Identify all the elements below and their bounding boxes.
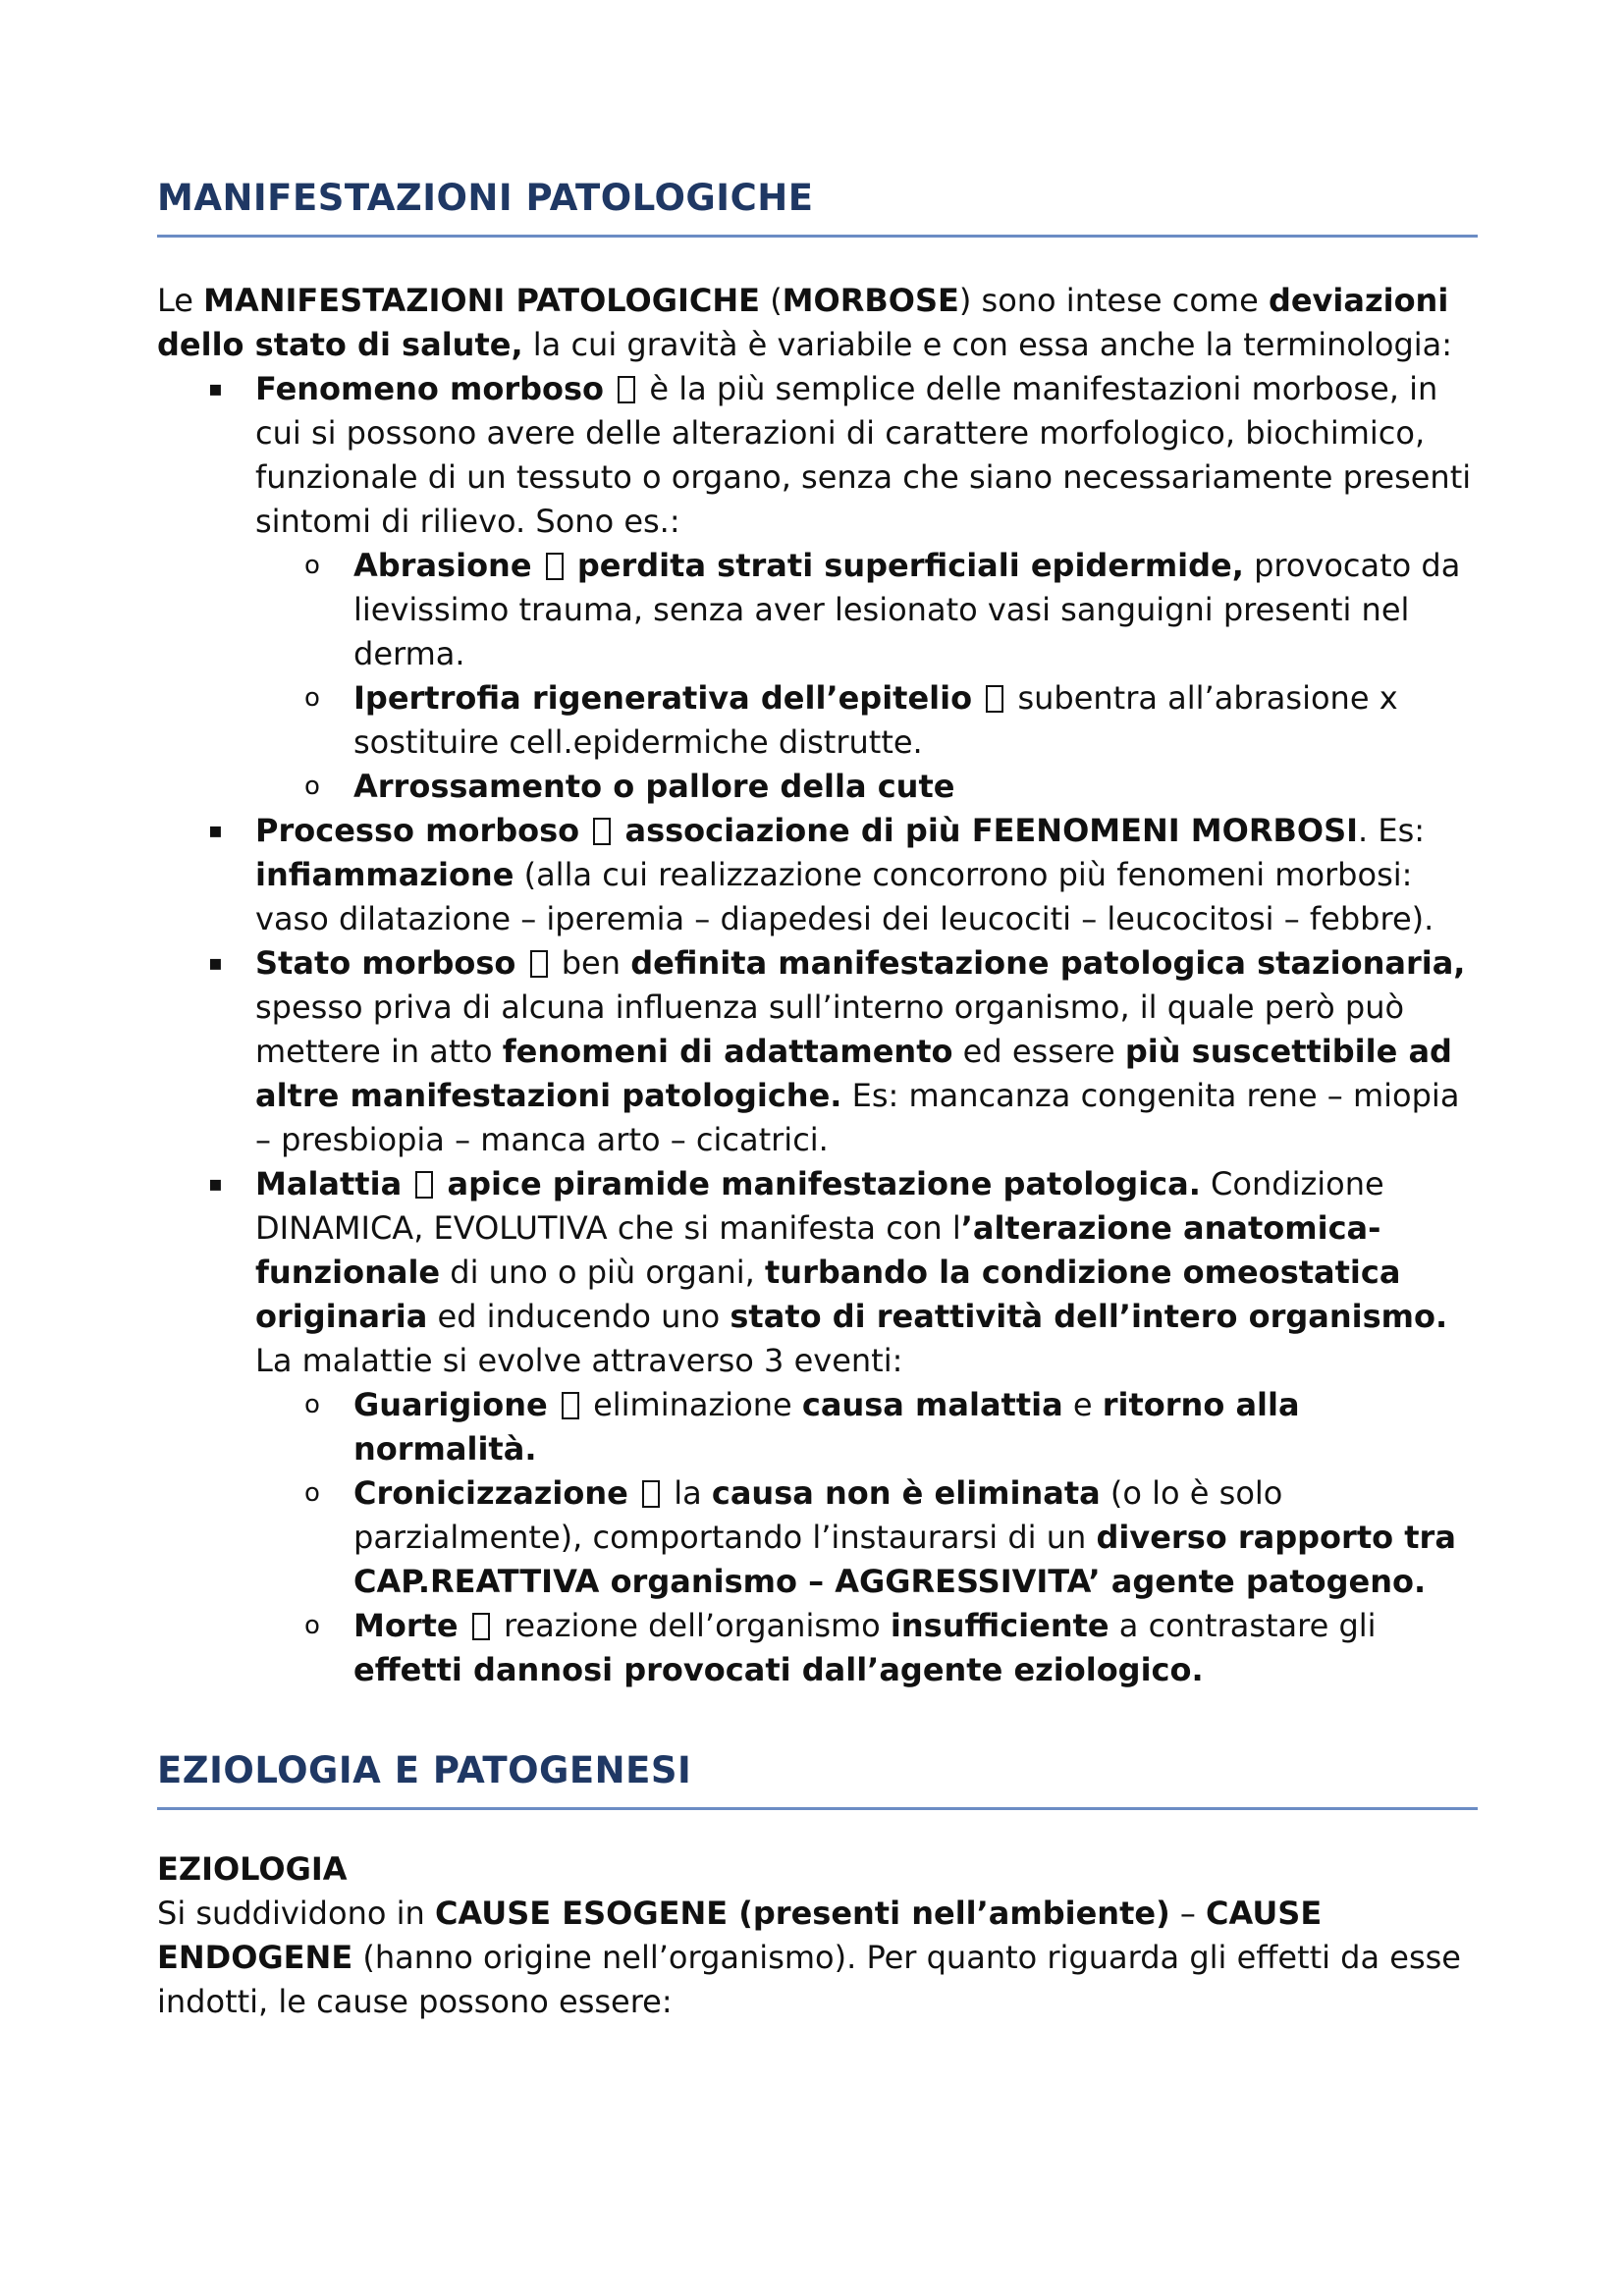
sublist-item-abrasione: o Abrasione perdita strati superficiali epidermide, provocato da lievissimo trauma, senza aver lesionato vasi sanguigni presenti nel derma. xyxy=(157,544,1478,676)
missing-glyph-icon xyxy=(472,1613,490,1640)
missing-glyph-icon xyxy=(546,553,564,580)
circle-bullet-icon: o xyxy=(304,551,320,580)
sublist-item-arrossamento: o Arrossamento o pallore della cute xyxy=(157,765,1478,809)
subsection-title-eziologia: EZIOLOGIA xyxy=(157,1850,348,1888)
missing-glyph-icon xyxy=(618,376,635,403)
document-page xyxy=(157,177,1478,2024)
section-title-eziologia: EZIOLOGIA E PATOGENESI xyxy=(157,1749,692,1791)
circle-bullet-icon: o xyxy=(304,683,320,713)
list-item-malattia: ▪ Malattia apice piramide manifestazione patologica. Condizione DINAMICA, EVOLUTIVA che si manifesta con l’alterazione anatomica-funzionale di uno o più organi, turbando la condizione omeostatica originaria ed inducendo uno stato di reattività dell’intero organismo. La malattie si evolve attraverso 3 eventi: xyxy=(157,1162,1478,1383)
section-title-manifestazioni: MANIFESTAZIONI PATOLOGICHE xyxy=(157,177,814,219)
sublist-item-morte: o Morte reazione dell’organismo insufficiente a contrastare gli effetti dannosi provocati dall’agente eziologico. xyxy=(157,1604,1478,1692)
missing-glyph-icon xyxy=(562,1392,579,1419)
square-bullet-icon: ▪ xyxy=(208,377,223,401)
circle-bullet-icon: o xyxy=(304,772,320,801)
sublist-item-cronicizzazione: o Cronicizzazione la causa non è eliminata (o lo è solo parzialmente), comportando l’instaurarsi di un diverso rapporto tra CAP.REATTIVA organismo – AGGRESSIVITA’ agente patogeno. xyxy=(157,1471,1478,1604)
square-bullet-icon: ▪ xyxy=(208,1172,223,1197)
missing-glyph-icon xyxy=(642,1480,660,1508)
eziologia-paragraph: Si suddividono in CAUSE ESOGENE (presenti nell’ambiente) – CAUSE ENDOGENE (hanno origine nell’organismo). Per quanto riguarda gli effetti da esse indotti, le cause possono essere: xyxy=(157,1895,1461,2020)
circle-bullet-icon: o xyxy=(304,1390,320,1419)
missing-glyph-icon xyxy=(986,685,1003,713)
list-item-processo: ▪ Processo morboso associazione di più FEENOMENI MORBOSI. Es: infiammazione (alla cui realizzazione concorrono più fenomeni morbosi: vaso dilatazione – iperemia – diapedesi dei leucociti – leucocitosi – febbre). xyxy=(157,809,1478,941)
title-underline xyxy=(157,1807,1478,1810)
missing-glyph-icon xyxy=(593,818,611,845)
circle-bullet-icon: o xyxy=(304,1478,320,1508)
missing-glyph-icon xyxy=(530,950,548,978)
list-item-fenomeno: ▪ Fenomeno morboso è la più semplice delle manifestazioni morbose, in cui si possono avere delle alterazioni di carattere morfologico, biochimico, funzionale di un tessuto o organo, senza che siano necessariamente presenti sintomi di rilievo. Sono es.: xyxy=(157,367,1478,544)
sublist-item-ipertrofia: o Ipertrofia rigenerativa dell’epitelio subentra all’abrasione x sostituire cell.epidermiche distrutte. xyxy=(157,676,1478,765)
square-bullet-icon: ▪ xyxy=(208,951,223,976)
list-item-stato: ▪ Stato morboso ben definita manifestazione patologica stazionaria, spesso priva di alcuna influenza sull’interno organismo, il quale però può mettere in atto fenomeni di adattamento ed essere più suscettibile ad altre manifestazioni patologiche. Es: mancanza congenita rene – miopia – presbiopia – manca arto – cicatrici. xyxy=(157,941,1478,1162)
missing-glyph-icon xyxy=(415,1171,433,1199)
square-bullet-icon: ▪ xyxy=(208,819,223,843)
sublist-item-guarigione: o Guarigione eliminazione causa malattia e ritorno alla normalità. xyxy=(157,1383,1478,1471)
intro-paragraph: Le MANIFESTAZIONI PATOLOGICHE (MORBOSE) sono intese come deviazioni dello stato di salute, la cui gravità è variabile e con essa anche la terminologia: xyxy=(157,282,1453,363)
title-underline xyxy=(157,235,1478,238)
circle-bullet-icon: o xyxy=(304,1611,320,1640)
